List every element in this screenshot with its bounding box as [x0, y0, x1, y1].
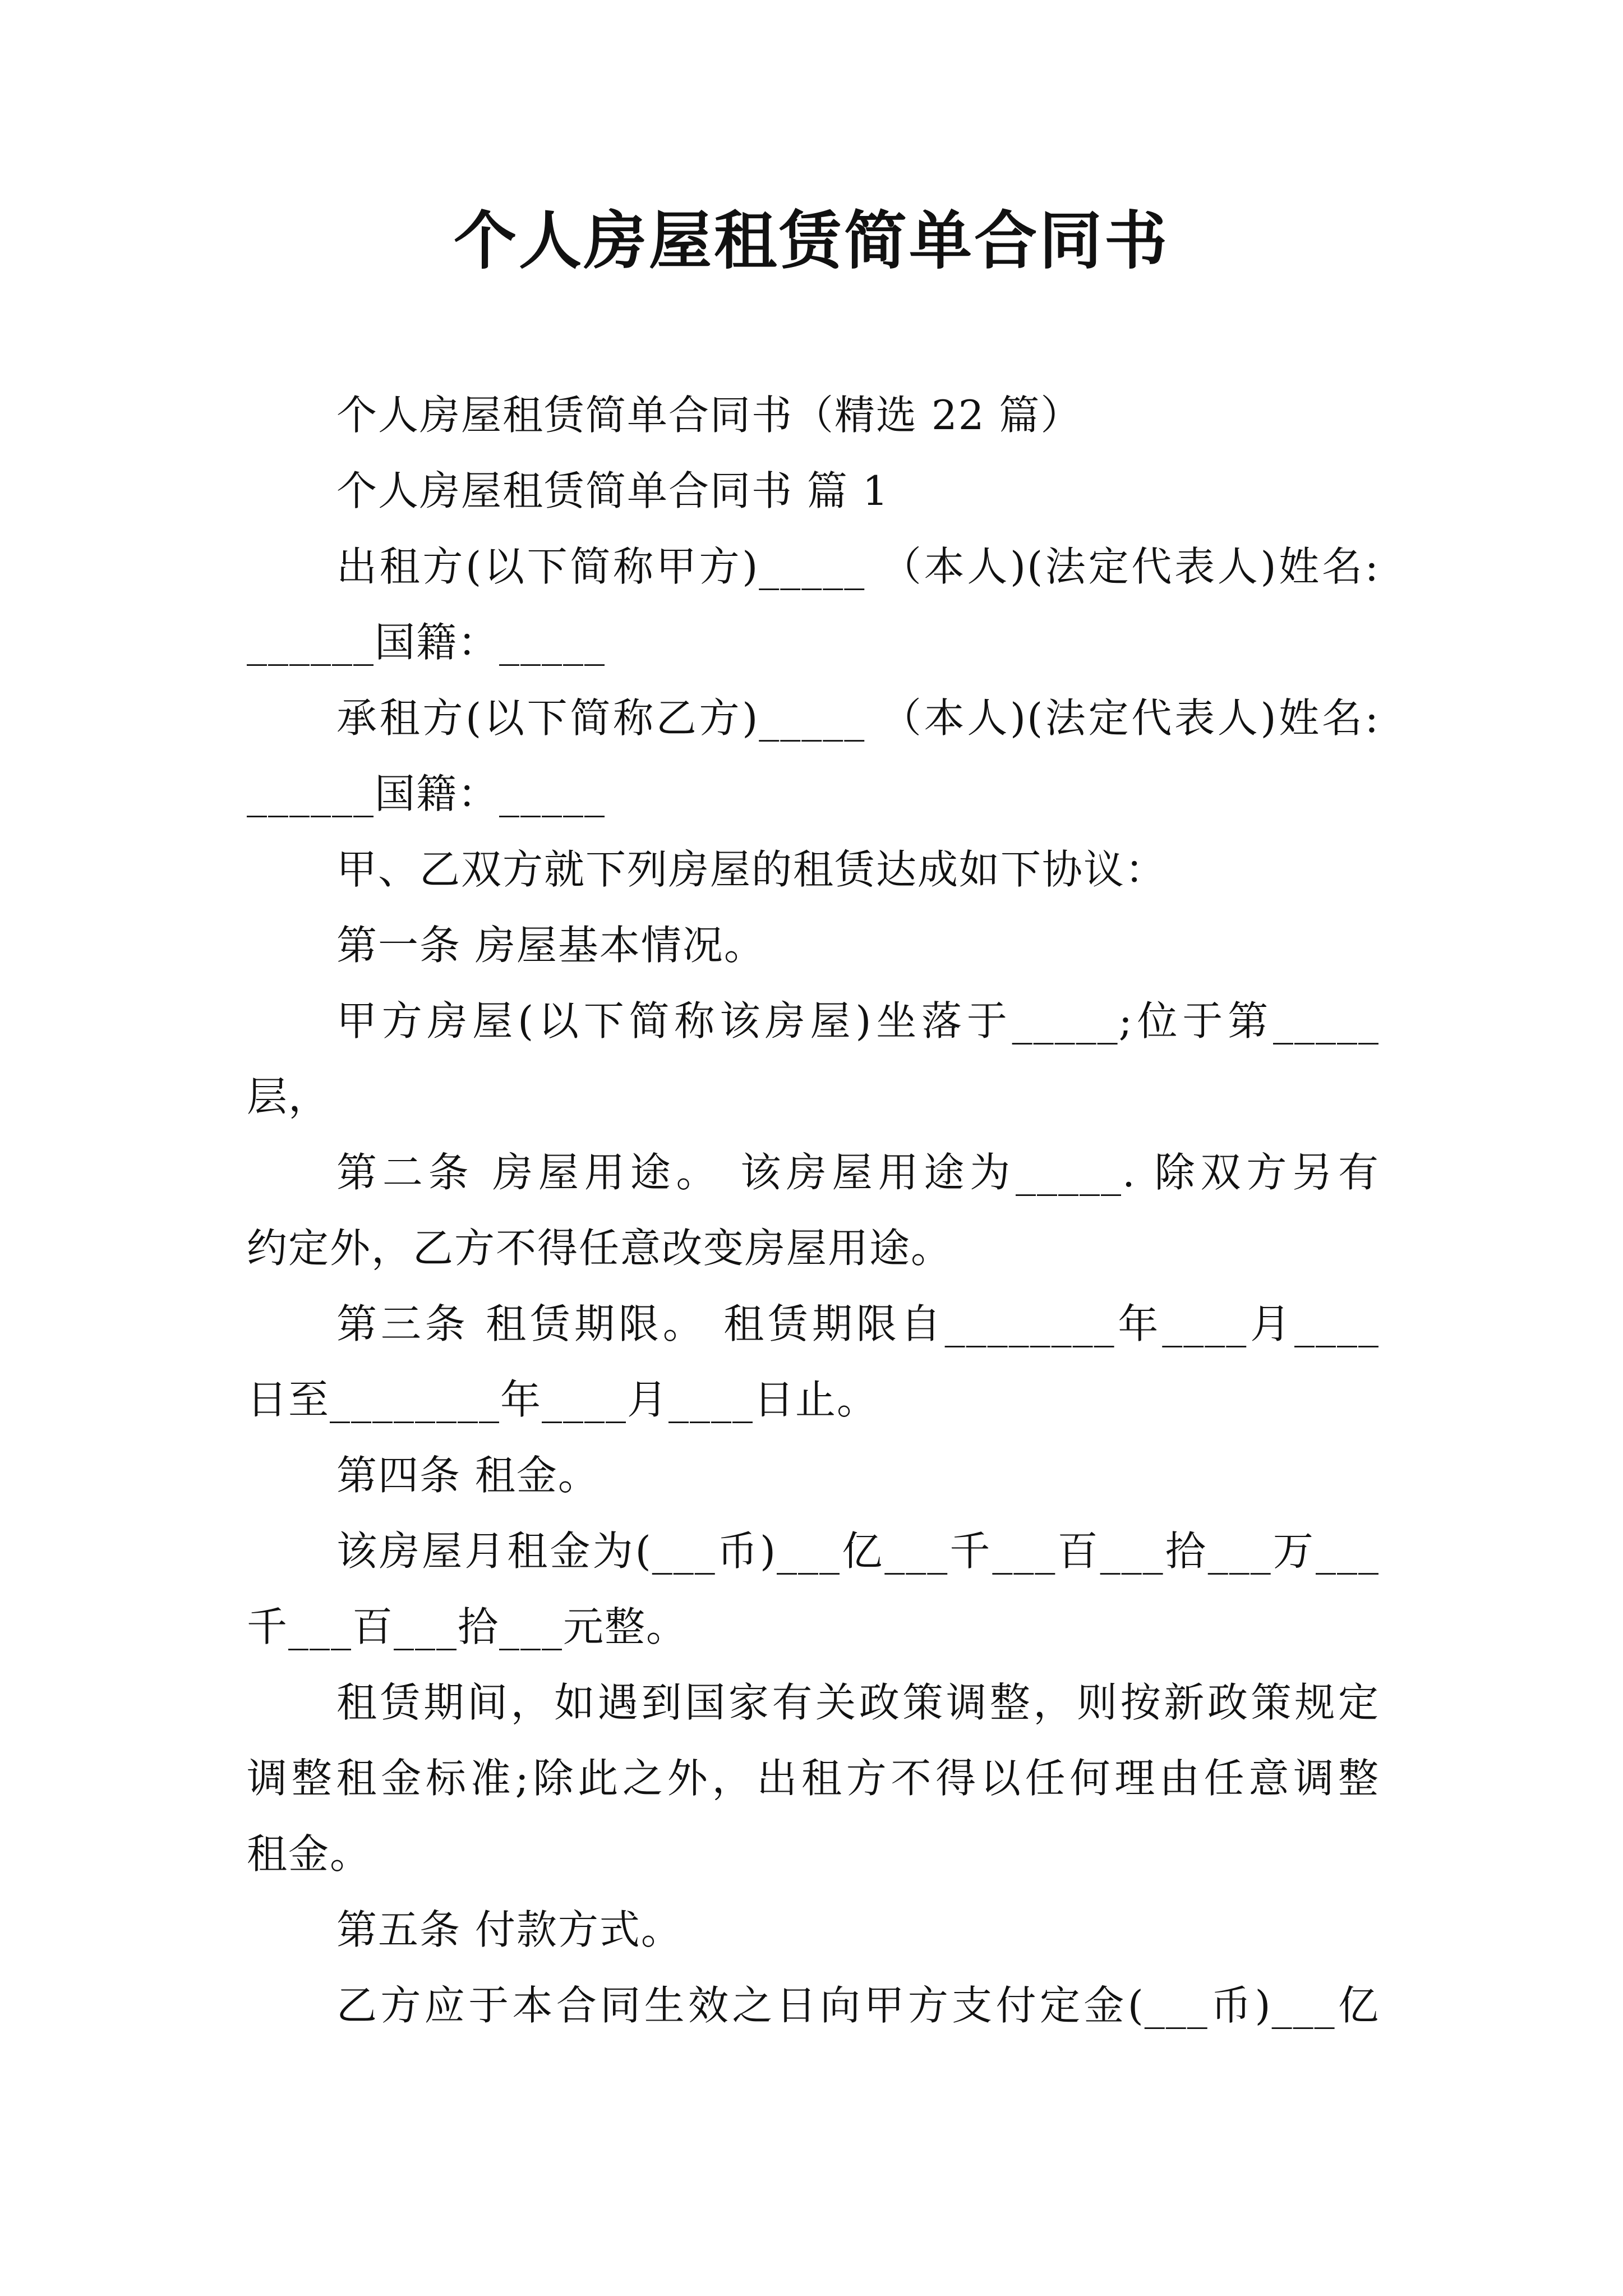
line-2: 个人房屋租赁简单合同书 篇 1 — [336, 467, 889, 514]
line-8: 第一条 房屋基本情况。 — [336, 922, 766, 969]
line-11: 第二条 房屋用途。 该房屋用途为_____. 除双方另有 — [336, 1149, 1380, 1196]
line-20: 租金。 — [247, 1830, 372, 1878]
line-22: 乙方应于本合同生效之日向甲方支付定金(___币)___亿 — [336, 1982, 1380, 2029]
line-4: ______国籍：_____ — [247, 619, 606, 666]
line-14: 日至________年____月____日止。 — [247, 1376, 879, 1423]
line-15: 第四条 租金。 — [336, 1452, 600, 1499]
line-19: 调整租金标准;除此之外，出租方不得以任何理由任意调整 — [247, 1755, 1380, 1802]
line-5: 承租方(以下简称乙方)_____ （本人)(法定代表人)姓名: — [336, 694, 1380, 742]
line-10: 层， — [247, 1073, 330, 1120]
line-6: ______国籍：_____ — [247, 770, 606, 817]
line-3: 出租方(以下简称甲方)_____ （本人)(法定代表人)姓名: — [336, 543, 1380, 590]
line-13: 第三条 租赁期限。 租赁期限自________年____月____ — [336, 1300, 1380, 1347]
line-7: 甲、乙双方就下列房屋的租赁达成如下协议： — [336, 846, 1167, 893]
line-12: 约定外，乙方不得任意改变房屋用途。 — [247, 1225, 953, 1272]
line-21: 第五条 付款方式。 — [336, 1906, 683, 1953]
line-16: 该房屋月租金为(___币)___亿___千___百___拾___万___ — [336, 1527, 1380, 1575]
line-17: 千___百___拾___元整。 — [247, 1603, 688, 1650]
line-18: 租赁期间，如遇到国家有关政策调整，则按新政策规定 — [336, 1679, 1380, 1726]
line-9: 甲方房屋(以下简称该房屋)坐落于_____;位于第_____ — [336, 997, 1380, 1045]
line-1: 个人房屋租赁简单合同书（精选 22 篇） — [336, 392, 1082, 439]
document-title: 个人房屋租赁简单合同书 — [454, 204, 1169, 278]
